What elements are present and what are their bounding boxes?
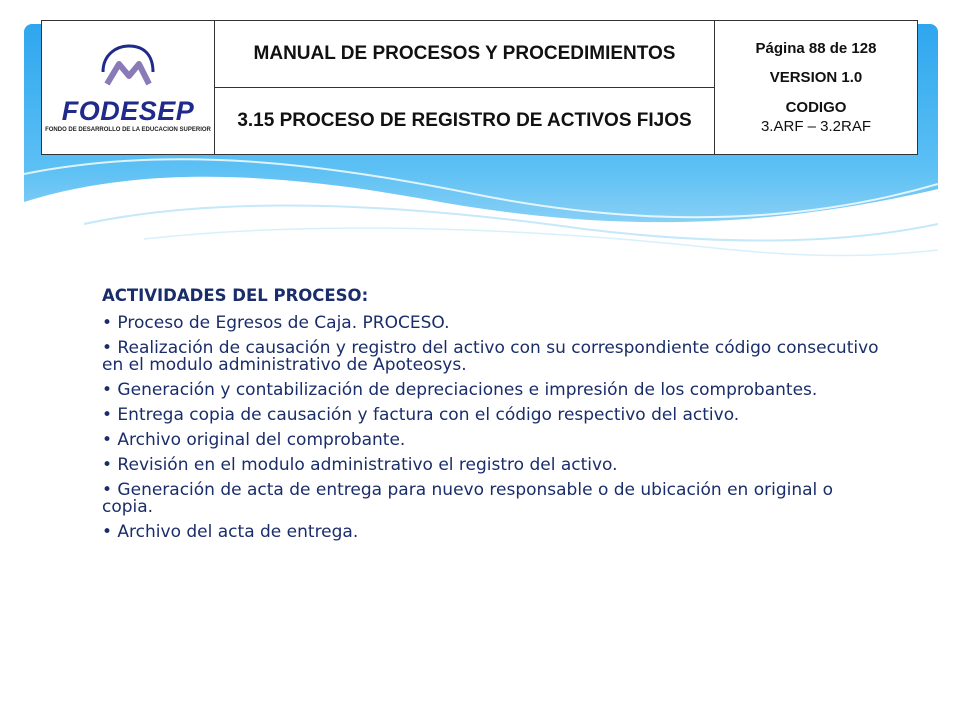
meta-cell <box>715 21 918 155</box>
code-value: 3.ARF – 3.2RAF <box>760 118 872 135</box>
activity-item: • Generación y contabilización de depreciaciones e impresión de los comprobantes. <box>102 380 818 400</box>
activity-item: • Generación de acta de entrega para nuevo responsable o de ubicación en original o copia. <box>102 480 834 517</box>
logo-subtitle: FONDO DE DESARROLLO DE LA EDUCACION SUPERIOR <box>45 126 211 133</box>
header-table <box>41 20 918 155</box>
page-info: Página 88 de 128 <box>755 39 877 57</box>
activity-item: • Archivo del acta de entrega. <box>102 522 359 542</box>
activity-item: • Revisión en el modulo administrativo el registro del activo. <box>102 455 618 475</box>
process-title: 3.15 PROCESO DE REGISTRO DE ACTIVOS FIJOS <box>215 88 715 155</box>
activity-item: • Entrega copia de causación y factura con el código respectivo del activo. <box>102 405 740 425</box>
activity-item: • Proceso de Egresos de Caja. PROCESO. <box>102 313 450 333</box>
activity-item: • Realización de causación y registro del activo con su correspondiente código consecutivo en el modulo administrativo de Apoteosys. <box>102 338 879 375</box>
logo-cell <box>42 21 215 155</box>
process-activities <box>102 286 882 549</box>
logo-name: FODESEP <box>61 95 195 126</box>
activities-heading: ACTIVIDADES DEL PROCESO: <box>102 286 369 305</box>
activity-item: • Archivo original del comprobante. <box>102 430 406 450</box>
document-header <box>41 20 918 155</box>
fodesep-logo-icon <box>93 42 163 94</box>
version-label: VERSION 1.0 <box>769 69 863 86</box>
manual-title: MANUAL DE PROCESOS Y PROCEDIMIENTOS <box>215 21 715 88</box>
code-label: CODIGO <box>785 98 847 116</box>
